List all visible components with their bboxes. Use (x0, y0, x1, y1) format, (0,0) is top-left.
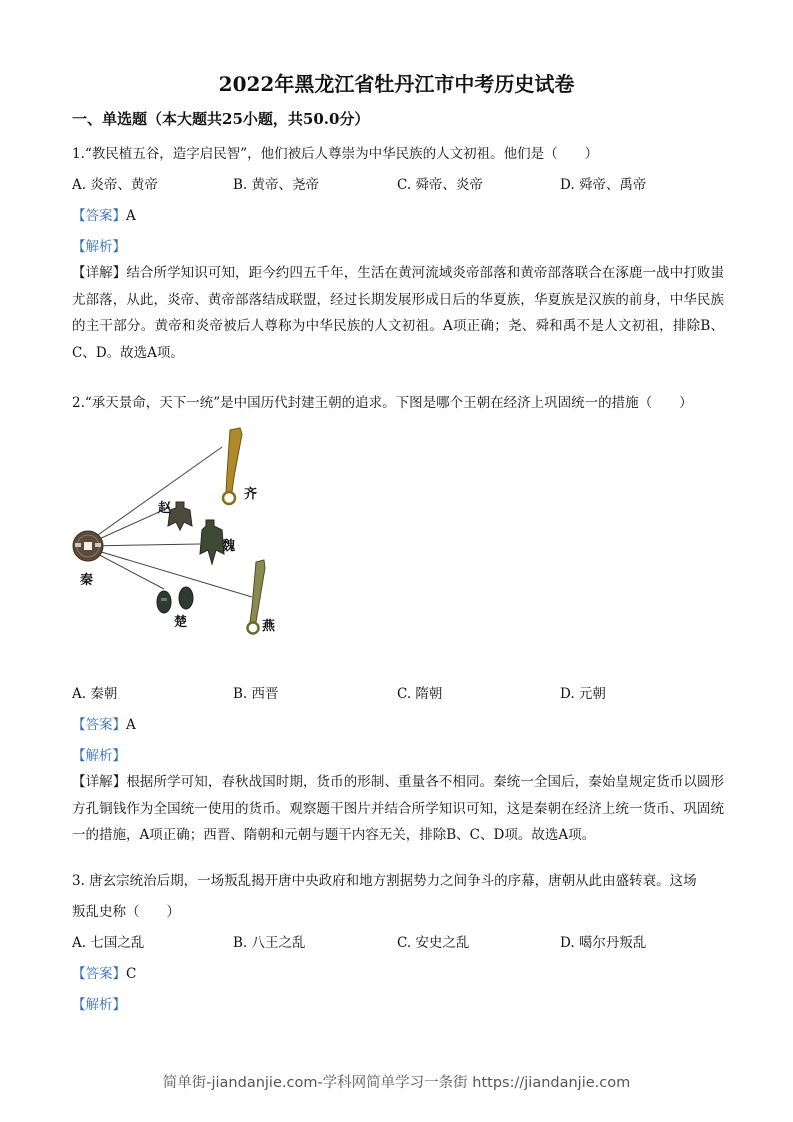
page-title: 2022年黑龙江省牡丹江市中考历史试卷 (218, 72, 575, 96)
q2-option-d: D. 元朝 (560, 686, 606, 702)
q3-stem-line1: 3. 唐玄宗统治后期，一场叛乱揭开唐中央政府和地方割据势力之间争斗的序幕，唐朝从此由盛转衰。这场 (72, 873, 697, 889)
q1-option-d: D. 舜帝、禹帝 (560, 177, 647, 193)
q2-detail-text: 根据所学可知，春秋战国时期，货币的形制、重量各不相同。秦统一全国后，秦始皇规定货币以圆形方孔铜钱作为全国统一使用的货币。观察题干图片并结合所学知识可知，这是秦朝在经济上统一货币、巩固统一的措施，A项正确；西晋、隋朝和元朝与题干内容无关，排除B、C、D项。故选A项。 (72, 774, 725, 843)
q1-detail-text: 结合所学知识可知，距今约四五千年，生活在黄河流域炎帝部落和黄帝部落联合在涿鹿一战中打败蚩尤部落，从此，炎帝、黄帝部落结成联盟，经过长期发展形成日后的华夏族，华夏族是汉族的前身，中华民族的主干部分。黄帝和炎帝被后人尊称为中华民族的人文初祖。A项正确；尧、舜和禹不是人文初祖，排除B、C、D。故选A项。 (72, 265, 725, 361)
q1-option-b: B. 黄帝、尧帝 (233, 177, 320, 193)
answer-tag: 【答案】 (72, 966, 126, 982)
q1-stem: 1.“教民植五谷，造字启民智”，他们被后人尊崇为中华民族的人文初祖。他们是（ ） (72, 146, 599, 162)
q3-answer-value: C (126, 966, 137, 982)
label-zhao: 赵 (158, 501, 172, 516)
detail-tag: 【详解】 (72, 774, 127, 790)
q1-answer-value: A (126, 208, 136, 224)
qin-banliang-coin-icon (73, 531, 103, 561)
label-qi: 齐 (244, 487, 258, 502)
q1-answer (72, 204, 136, 224)
link-line-wei (88, 544, 200, 546)
label-qin: 秦 (80, 573, 94, 588)
q3-option-b: B. 八王之乱 (233, 935, 306, 951)
section-heading: 一、单选题（本大题共25小题，共50.0分） (72, 110, 370, 128)
q1-analysis-tag: 【解析】 (72, 239, 126, 255)
link-line-qi (88, 447, 222, 542)
qin-currency-unification-figure (72, 422, 292, 647)
q3-stem-line2: 叛乱史称（ ） (72, 904, 180, 920)
zhao-spade-coin-icon (168, 502, 192, 530)
q3-analysis-tag: 【解析】 (72, 997, 126, 1013)
q2-option-a: A. 秦朝 (72, 686, 118, 702)
link-line-yan (88, 548, 252, 597)
q2-stem: 2.“承天景命，天下一统”是中国历代封建王朝的追求。下图是哪个王朝在经济上巩固统一的措施（ ） (72, 395, 693, 411)
q3-answer (72, 962, 136, 982)
q1-option-a: A. 炎帝、黄帝 (72, 177, 158, 193)
label-chu: 楚 (174, 615, 188, 630)
answer-tag: 【答案】 (72, 717, 126, 733)
q2-option-c: C. 隋朝 (397, 686, 443, 702)
q2-option-b: B. 西晋 (233, 686, 279, 702)
detail-tag: 【详解】 (72, 265, 127, 281)
q2-detail (72, 769, 724, 849)
q2-answer-value: A (126, 717, 136, 733)
q1-option-c: C. 舜帝、炎帝 (397, 177, 483, 193)
q3-option-a: A. 七国之乱 (72, 935, 145, 951)
chu-ant-nose-coins-icon (157, 587, 193, 613)
label-wei: 魏 (222, 539, 236, 554)
answer-tag: 【答案】 (72, 208, 126, 224)
label-yan: 燕 (262, 619, 276, 634)
page-footer: 简单街-jiandanjie.com-学科网简单学习一条街 https://jiandanjie.com (162, 1075, 631, 1091)
q3-option-d: D. 噶尔丹叛乱 (560, 935, 647, 951)
q2-answer (72, 713, 136, 733)
q1-detail (72, 260, 724, 366)
q2-analysis-tag: 【解析】 (72, 748, 126, 764)
q3-option-c: C. 安史之乱 (397, 935, 470, 951)
qi-knife-coin-icon (223, 428, 242, 504)
wei-spade-coin-icon (200, 520, 224, 564)
